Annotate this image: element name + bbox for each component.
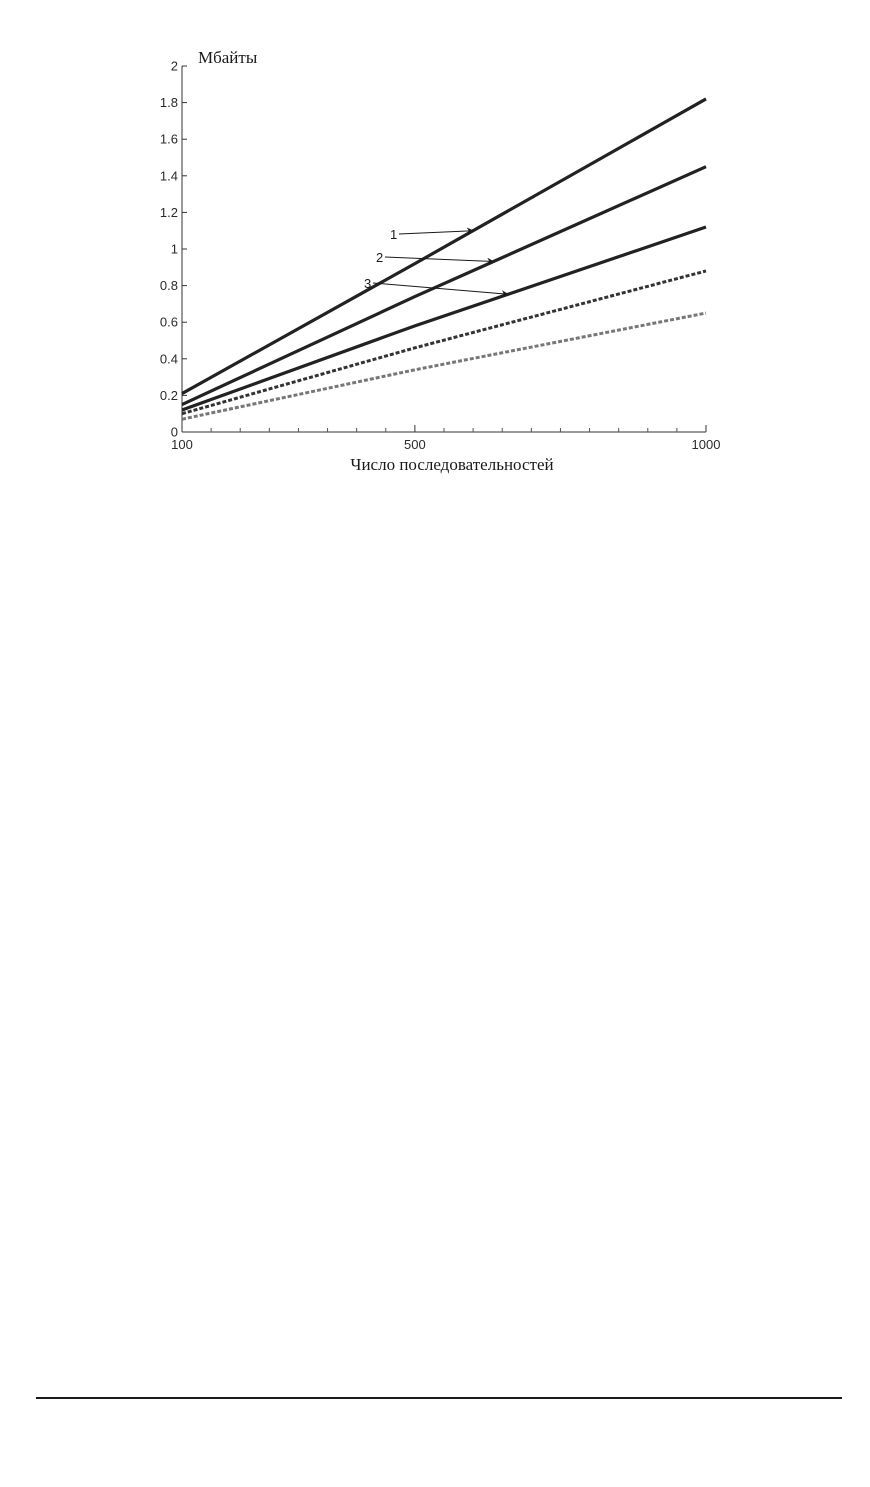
chart (0, 0, 870, 520)
y-tick-label: 0.8 (159, 278, 178, 294)
annotation-label-2: 2 (376, 250, 384, 265)
footer-rule (36, 1397, 842, 1399)
annotation-label-3: 3 (364, 276, 372, 291)
x-axis-title: Число последовательностей (350, 455, 554, 474)
series-line-4 (182, 271, 706, 414)
annotation-label-1: 1 (390, 227, 398, 242)
series-line-5 (182, 313, 706, 419)
annotations (364, 227, 508, 294)
y-tick-label: 0.6 (159, 314, 178, 330)
y-tick-label: 1 (170, 241, 178, 257)
y-tick-label: 1.8 (159, 95, 178, 111)
x-tick-label: 100 (171, 437, 193, 452)
y-axis-title: Мбайты (198, 48, 258, 67)
y-tick-label: 0.4 (159, 351, 178, 367)
y-tick-label: 2 (170, 58, 178, 74)
x-tick-label: 1000 (691, 437, 721, 452)
y-tick-label: 1.4 (159, 168, 178, 184)
y-tick-label: 1.6 (159, 131, 178, 147)
series-line-3 (182, 227, 706, 410)
series-line-1 (182, 99, 706, 394)
annotation-arrow-2 (385, 257, 493, 261)
y-tick-label: 1.2 (159, 204, 178, 220)
series-line-2 (182, 167, 706, 405)
axes (160, 59, 721, 453)
y-tick-label: 0 (170, 424, 178, 440)
annotation-arrow-1 (399, 231, 473, 234)
x-tick-label: 500 (404, 437, 426, 452)
y-tick-label: 0.2 (159, 387, 178, 403)
